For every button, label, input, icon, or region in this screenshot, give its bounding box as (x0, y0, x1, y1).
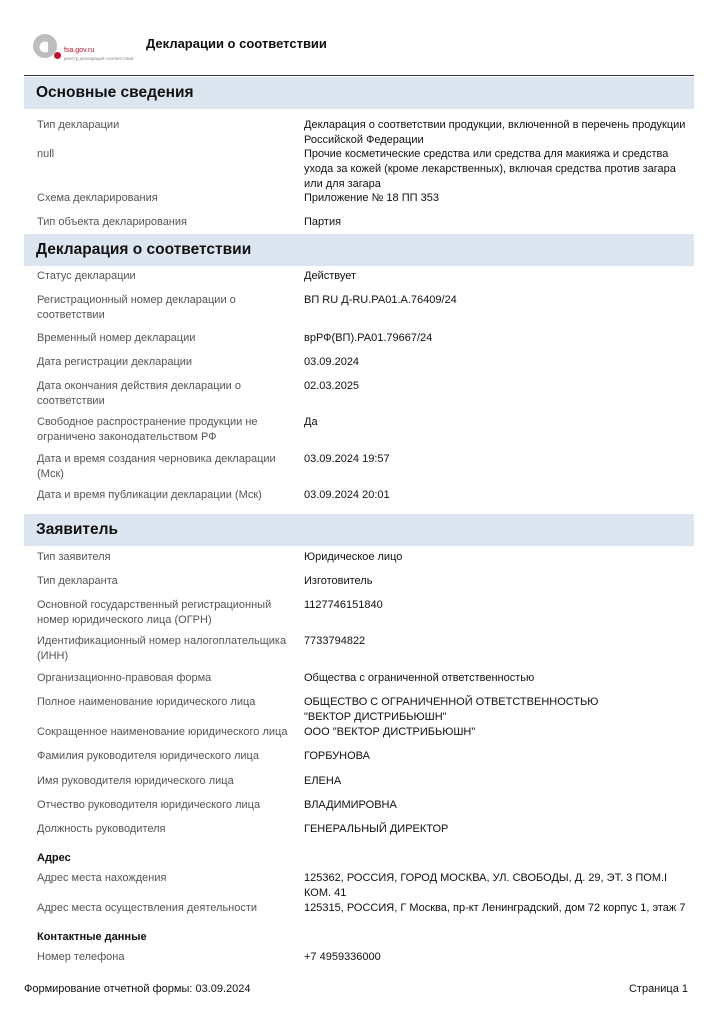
field-label: Основной государственный регистрационный номер юридического лица (ОГРН) (37, 599, 272, 626)
field-label: Временный номер декларации (37, 332, 196, 344)
field-value: ГОРБУНОВА (304, 750, 370, 762)
header-divider (24, 75, 694, 76)
section-header-applicant (24, 514, 694, 546)
field-label: Отчество руководителя юридического лица (37, 799, 261, 811)
section-title-declaration: Декларация о соответствии (36, 241, 252, 258)
field-value: ООО "ВЕКТОР ДИСТРИБЬЮШН" (304, 726, 476, 738)
logo-subtitle: реестр деклараций соответствия (64, 56, 134, 61)
field-value: 02.03.2025 (304, 380, 360, 392)
field-value: Общества с ограниченной ответственностью (304, 672, 535, 684)
field-label: null (37, 148, 55, 160)
field-label: Дата регистрации декларации (37, 356, 193, 368)
page-header (0, 0, 724, 75)
field-value: ЕЛЕНА (304, 775, 342, 787)
field-value: ВЛАДИМИРОВНА (304, 799, 397, 811)
field-label: Тип декларанта (37, 575, 118, 587)
section-header-basic (24, 77, 694, 109)
field-value: врРФ(ВП).РА01.79667/24 (304, 332, 433, 344)
field-label: Регистрационный номер декларации о соответствии (37, 294, 236, 321)
field-value: Изготовитель (304, 575, 373, 587)
field-value: Партия (304, 216, 342, 228)
field-label: Дата и время создания черновика декларации (Мск) (37, 453, 276, 480)
subsection-title-address: Адрес (37, 852, 71, 864)
field-label: Тип декларации (37, 119, 120, 131)
field-value: ОБЩЕСТВО С ОГРАНИЧЕННОЙ ОТВЕТСТВЕННОСТЬЮ "ВЕКТОР ДИСТРИБЬЮШН" (304, 696, 599, 723)
field-value: +7 4959336000 (304, 951, 381, 963)
field-label: Полное наименование юридического лица (37, 696, 256, 708)
field-value: Декларация о соответствии продукции, включенной в перечень продукции Российской Федерации (304, 119, 686, 146)
field-value: Юридическое лицо (304, 551, 403, 563)
section-title-applicant: Заявитель (36, 521, 119, 538)
field-value: ВП RU Д-RU.РА01.А.76409/24 (304, 294, 457, 306)
page-title: Декларации о соответствии (146, 36, 327, 51)
logo-red-dot (54, 52, 61, 59)
footer-generated-date: Формирование отчетной формы: 03.09.2024 (24, 983, 251, 995)
subsection-title-contacts: Контактные данные (37, 931, 147, 943)
field-label: Адрес места нахождения (37, 872, 167, 884)
field-value: 03.09.2024 20:01 (304, 489, 390, 501)
field-value: Прочие косметические средства или средства для макияжа и средства ухода за кожей (кроме лекарственных), включая средства против загара или для загара (304, 148, 676, 190)
logo-site-text: fsa.gov.ru (64, 47, 95, 54)
field-label: Дата и время публикации декларации (Мск) (37, 489, 262, 501)
field-label: Тип заявителя (37, 551, 111, 563)
field-value: Приложение № 18 ПП 353 (304, 192, 439, 204)
field-label: Имя руководителя юридического лица (37, 775, 234, 787)
field-value: Действует (304, 270, 357, 282)
section-header-declaration (24, 234, 694, 266)
field-label: Должность руководителя (37, 823, 166, 835)
field-label: Тип объекта декларирования (37, 216, 187, 228)
field-label: Сокращенное наименование юридического лица (37, 726, 288, 738)
field-label: Номер телефона (37, 951, 125, 963)
field-value: 03.09.2024 19:57 (304, 453, 390, 465)
fsa-logo[interactable] (32, 33, 134, 67)
field-label: Схема декларирования (37, 192, 158, 204)
field-value: Да (304, 416, 318, 428)
footer-page-number: Страница 1 (628, 983, 688, 995)
field-label: Идентификационный номер налогоплательщика (ИНН) (37, 635, 287, 662)
field-value: 125362, РОССИЯ, ГОРОД МОСКВА, УЛ. СВОБОДЫ, Д. 29, ЭТ. 3 ПОМ.I КОМ. 41 (304, 872, 668, 899)
field-value: 03.09.2024 (304, 356, 360, 368)
field-label: Статус декларации (37, 270, 136, 282)
field-value: 125315, РОССИЯ, Г Москва, пр-кт Ленинградский, дом 72 корпус 1, этаж 7 (304, 902, 686, 914)
field-label: Фамилия руководителя юридического лица (37, 750, 259, 762)
field-value: ГЕНЕРАЛЬНЫЙ ДИРЕКТОР (304, 823, 449, 835)
field-value: 7733794822 (304, 635, 366, 647)
field-value: 1127746151840 (304, 599, 383, 611)
field-label: Адрес места осуществления деятельности (37, 902, 258, 914)
section-title-basic: Основные сведения (36, 84, 194, 101)
field-label: Свободное распространение продукции не ограничено законодательством РФ (37, 416, 258, 443)
field-label: Организационно-правовая форма (37, 672, 212, 684)
field-label: Дата окончания действия декларации о соответствии (37, 380, 241, 407)
